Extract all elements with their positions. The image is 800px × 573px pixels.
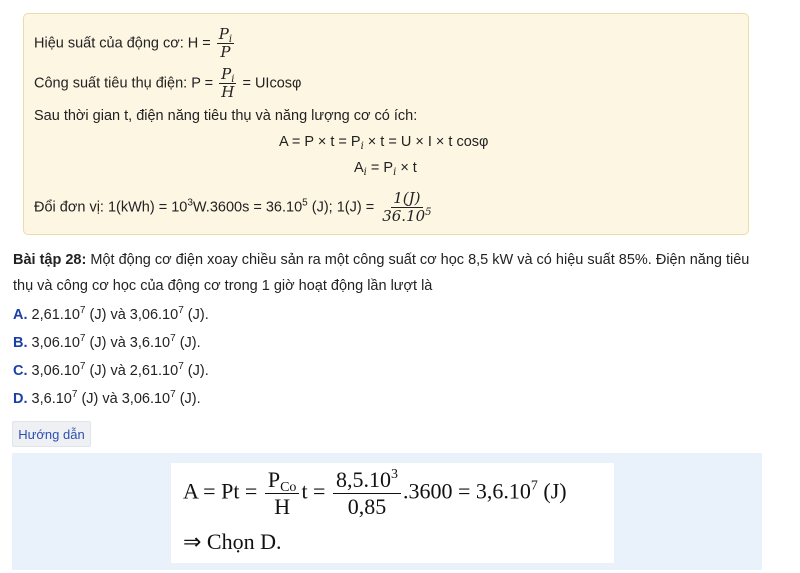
power-formula: Công suất tiêu thụ điện: P = $\frac{P_i}{H}$ = UIcosφ bbox=[34, 65, 302, 101]
option-b[interactable]: B. 3,06.10$^7$ (J) và 3,6.10$^7$ (J). bbox=[13, 333, 201, 351]
solution-image bbox=[171, 463, 614, 563]
after-time-text: Sau thời gian t, điện năng tiêu thụ và năng lượng cơ có ích: bbox=[34, 108, 418, 124]
solution-box bbox=[12, 453, 762, 570]
efficiency-formula: Hiệu suất của động cơ: H = $\frac{P_i}{P}$ bbox=[34, 25, 233, 61]
guide-button[interactable]: Hướng dẫn bbox=[12, 421, 91, 447]
exercise-text: Một động cơ điện xoay chiều sản ra một công suất cơ học 8,5 kW và có hiệu suất 85%. Điện năng tiêu thụ và công cơ học của động cơ trong 1 giờ hoạt động lần lượt là bbox=[13, 252, 750, 294]
option-a[interactable]: A. 2,61.10$^7$ (J) và 3,06.10$^7$ (J). bbox=[13, 305, 209, 323]
solution-conclusion: ⇒ Chọn D. bbox=[183, 529, 282, 554]
unit-fraction: $\frac{1(J)}{36.10^5}$ bbox=[382, 189, 432, 225]
solution-fraction-2: $\frac{8,5.10^3}{0,85}$ bbox=[333, 467, 401, 520]
useful-energy-equation: $A_i = P_i \times t$ bbox=[354, 160, 417, 178]
option-c[interactable]: C. 3,06.10$^7$ (J) và 2,61.10$^7$ (J). bbox=[13, 361, 209, 379]
option-d[interactable]: D. 3,6.10$^7$ (J) và 3,06.10$^7$ (J). bbox=[13, 389, 201, 407]
solution-fraction-1: $\frac{P_{Co}}{H}$ bbox=[265, 467, 300, 520]
exercise-label: Bài tập 28: bbox=[13, 252, 87, 268]
theory-box bbox=[23, 13, 749, 235]
energy-equation: $A = P \times t = P_i \times t = U \times I \times t$ cosφ bbox=[279, 134, 489, 152]
exercise-question bbox=[13, 247, 765, 299]
unit-conversion: Đổi đơn vị: $1(kWh) = 10^3W.3600s = 36.10^5$ (J); 1(J) = $\frac{1(J)}{36.10^5}$ bbox=[34, 189, 432, 225]
solution-equation: A = Pt = $\frac{P_{Co}}{H}$ t = $\frac{8,5.10^3}{0,85}$ $.3600 = 3,6.10^7$ (J) bbox=[183, 467, 567, 519]
efficiency-fraction: $\frac{P_i}{P}$ bbox=[218, 25, 233, 61]
power-fraction: $\frac{P_i}{H}$ bbox=[221, 65, 235, 101]
